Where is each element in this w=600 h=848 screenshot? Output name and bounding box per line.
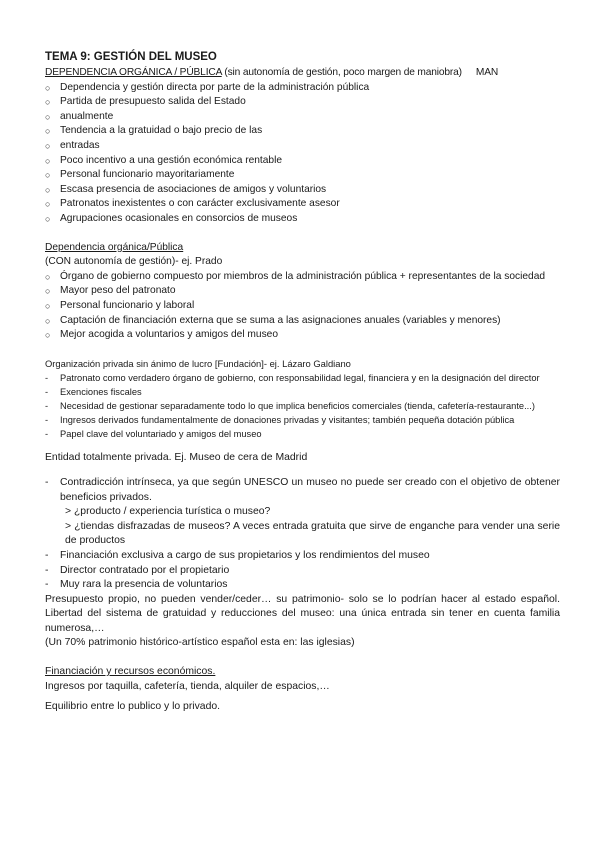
- section1-tag: MAN: [475, 67, 499, 78]
- list-item: - Patronato como verdadero órgano de gobierno, con responsabilidad legal, financiera y en la designación del director: [45, 371, 560, 385]
- list-item: - Muy rara la presencia de voluntarios: [45, 578, 560, 593]
- list-item: ○ Escasa presencia de asociaciones de amigos y voluntarios: [45, 183, 560, 198]
- section1-heading: DEPENDENCIA ORGÁNICA / PÚBLICA: [45, 67, 222, 78]
- list-item: - Contradicción intrínseca, ya que según UNESCO un museo no puede ser creado con el objetivo de obtener beneficios privados.: [45, 476, 560, 503]
- dash-bullet-icon: -: [45, 564, 49, 576]
- list-item: - Necesidad de gestionar separadamente todo lo que implica beneficios comerciales (tienda, cafetería-restaurante...): [45, 399, 560, 413]
- list-item: - Financiación exclusiva a cargo de sus propietarios y los rendimientos del museo: [45, 549, 560, 564]
- section4-heading: Entidad totalmente privada. Ej. Museo de cera de Madrid: [45, 452, 308, 464]
- section3-heading: Organización privada sin ánimo de lucro [Fundación]- ej. Lázaro Galdiano: [45, 357, 351, 369]
- dash-bullet-icon: -: [45, 579, 49, 591]
- page-title: TEMA 9: GESTIÓN DEL MUSEO: [45, 51, 217, 63]
- list-item: ○ Personal funcionario mayoritariamente: [45, 168, 560, 183]
- section5-heading: Financiación y recursos económicos.: [45, 666, 216, 678]
- circle-bullet-icon: ○: [45, 315, 51, 326]
- section4-para1: Presupuesto propio, no pueden vender/ceder… su patrimonio- solo se lo podrían hacer al estado español. Libertad del sistema de gratuidad y reducciones del museo: una única entrada sin tener en cuenta familia numerosa,…: [45, 593, 560, 634]
- dash-bullet-icon: -: [45, 386, 49, 397]
- section5-line2: Equilibrio entre lo publico y lo privado.: [45, 701, 221, 713]
- list-item: - Exenciones fiscales: [45, 385, 560, 399]
- section1-heading-rest: (sin autonomía de gestión, poco margen de maniobra): [221, 67, 462, 78]
- section2-heading: Dependencia orgánica/Pública: [45, 241, 184, 253]
- circle-bullet-icon: ○: [45, 184, 51, 195]
- circle-bullet-icon: ○: [45, 170, 51, 181]
- list-item: ○ Poco incentivo a una gestión económica rentable: [45, 154, 560, 169]
- dash-bullet-icon: -: [45, 476, 49, 488]
- section3-list: [45, 371, 560, 441]
- dash-bullet-icon: -: [45, 429, 49, 440]
- list-item: ○ Mejor acogida a voluntarios y amigos del museo: [45, 328, 560, 343]
- circle-bullet-icon: ○: [45, 140, 51, 151]
- section4-sub1: > ¿producto / experiencia turística o museo?: [65, 506, 271, 518]
- list-item: ○ Patronatos inexistentes o con carácter exclusivamente asesor: [45, 197, 560, 212]
- list-item: ○ Personal funcionario y laboral: [45, 299, 560, 314]
- section1-heading-line: [45, 66, 560, 81]
- section4-list: [45, 476, 560, 505]
- list-item: - Ingresos derivados fundamentalmente de donaciones privadas y visitantes; también pequeña dotación pública: [45, 413, 560, 427]
- section2-subheading: (CON autonomía de gestión)- ej. Prado: [45, 256, 223, 268]
- list-item: ○ Mayor peso del patronato: [45, 284, 560, 299]
- circle-bullet-icon: ○: [45, 126, 51, 137]
- section5-line1: Ingresos por taquilla, cafetería, tienda, alquiler de espacios,…: [45, 680, 330, 692]
- list-item: ○ Captación de financiación externa que se suma a las asignaciones anuales (variables y menores): [45, 314, 560, 329]
- document-page: [45, 50, 560, 715]
- dash-bullet-icon: -: [45, 372, 49, 383]
- list-item: ○ Órgano de gobierno compuesto por miembros de la administración pública + representantes de la sociedad: [45, 270, 560, 285]
- list-item: ○ entradas: [45, 139, 560, 154]
- dash-bullet-icon: -: [45, 549, 49, 561]
- circle-bullet-icon: ○: [45, 271, 51, 282]
- circle-bullet-icon: ○: [45, 300, 51, 311]
- circle-bullet-icon: ○: [45, 199, 51, 210]
- section2-list: [45, 270, 560, 343]
- circle-bullet-icon: ○: [45, 97, 51, 108]
- dash-bullet-icon: -: [45, 415, 49, 426]
- list-item: ○ anualmente: [45, 110, 560, 125]
- circle-bullet-icon: ○: [45, 286, 51, 297]
- list-item: - Papel clave del voluntariado y amigos del museo: [45, 427, 560, 441]
- list-item: ○ Dependencia y gestión directa por parte de la administración pública: [45, 81, 560, 96]
- section4-list-2: [45, 549, 560, 593]
- circle-bullet-icon: ○: [45, 213, 51, 224]
- section1-list: [45, 81, 560, 227]
- section4-para2: (Un 70% patrimonio histórico-artístico español esta en: las iglesias): [45, 637, 355, 649]
- list-item: ○ Agrupaciones ocasionales en consorcios de museos: [45, 212, 560, 227]
- list-item: ○ Partida de presupuesto salida del Estado: [45, 95, 560, 110]
- circle-bullet-icon: ○: [45, 111, 51, 122]
- section4-sub2: > ¿tiendas disfrazadas de museos? A veces entrada gratuita que sirve de enganche para vender una serie de productos: [65, 520, 560, 547]
- circle-bullet-icon: ○: [45, 155, 51, 166]
- list-item: ○ Tendencia a la gratuidad o bajo precio de las: [45, 124, 560, 139]
- circle-bullet-icon: ○: [45, 330, 51, 341]
- circle-bullet-icon: ○: [45, 82, 51, 93]
- list-item: - Director contratado por el propietario: [45, 564, 560, 579]
- dash-bullet-icon: -: [45, 401, 49, 412]
